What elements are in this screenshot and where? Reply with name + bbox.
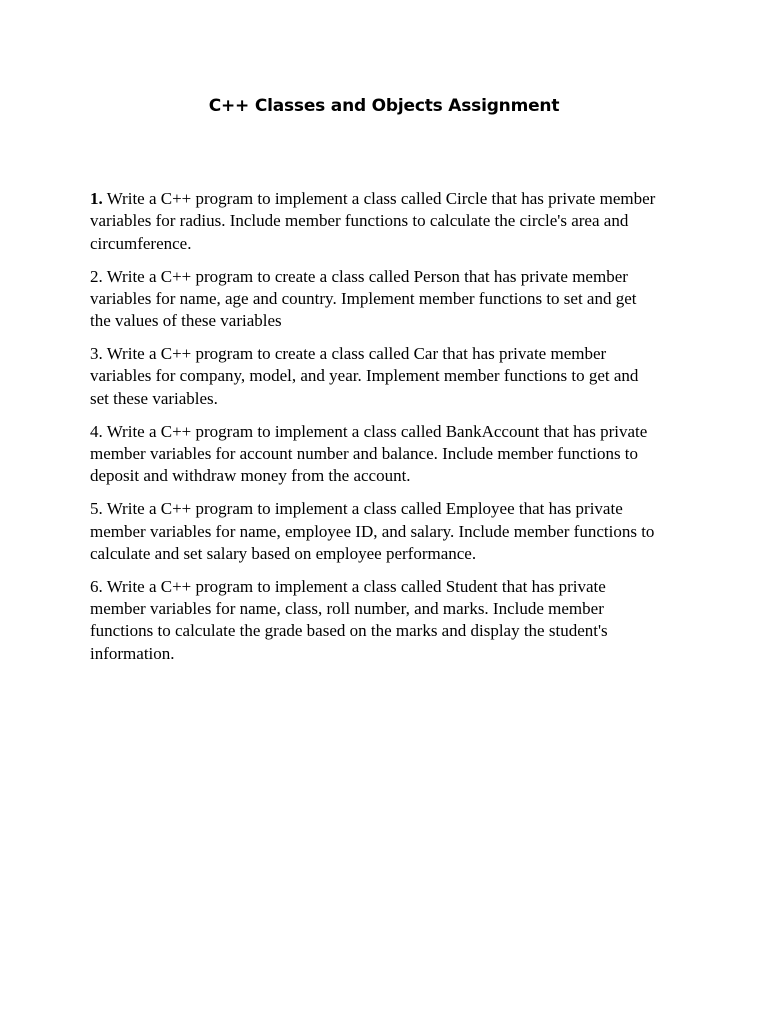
question-1 bbox=[90, 188, 682, 255]
question-text: Write a C++ program to implement a class called Employee that has private member variables for name, employee ID, and salary. Include member functions to calculate and set salary based on employee performance. bbox=[90, 499, 655, 563]
question-6 bbox=[90, 576, 682, 665]
question-2 bbox=[90, 266, 682, 333]
question-number: 6. bbox=[90, 576, 103, 596]
question-3 bbox=[90, 343, 682, 410]
question-text: Write a C++ program to create a class called Person that has private member variables for name, age and country. Implement member functions to set and get the values of these variables bbox=[90, 266, 637, 331]
question-text: Write a C++ program to implement a class called Circle that has private member variables for radius. Include member functions to calculate the circle's area and circumference. bbox=[90, 189, 656, 253]
question-list bbox=[90, 188, 682, 676]
page-title: C++ Classes and Objects Assignment bbox=[208, 96, 560, 116]
question-number: 1. bbox=[90, 189, 103, 208]
question-number: 4. bbox=[90, 421, 103, 441]
question-number: 2. bbox=[90, 266, 103, 286]
question-text: Write a C++ program to create a class called Car that has private member variables for company, model, and year. Implement member functions to get and set these variables. bbox=[90, 344, 639, 408]
question-text: Write a C++ program to implement a class called BankAccount that has private member variables for account number and balance. Include member functions to deposit and withdraw money from the account. bbox=[90, 421, 648, 486]
question-4 bbox=[90, 421, 682, 488]
question-text: Write a C++ program to implement a class called Student that has private member variables for name, class, roll number, and marks. Include member functions to calculate the grade based on the marks and display the student's information. bbox=[90, 576, 608, 663]
question-number: 3. bbox=[90, 344, 103, 364]
question-5 bbox=[90, 498, 682, 565]
question-number: 5. bbox=[90, 499, 103, 519]
